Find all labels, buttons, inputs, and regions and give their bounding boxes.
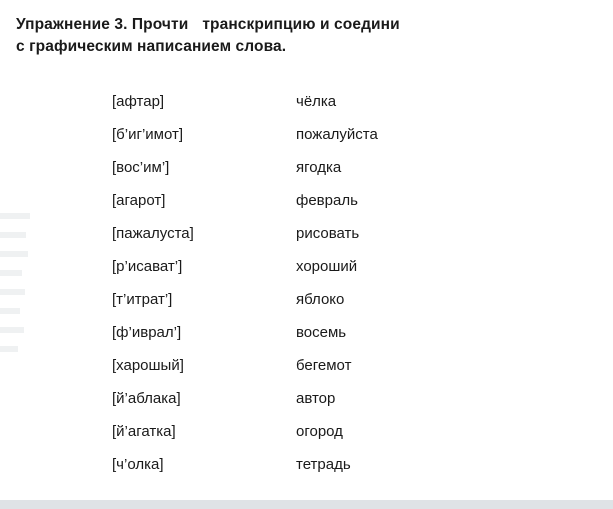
list-item[interactable]: [ч’олка] — [112, 455, 164, 473]
list-item[interactable]: [пажалуста] — [112, 224, 194, 242]
scan-artifact — [0, 346, 18, 352]
scan-artifact — [0, 270, 22, 276]
list-item[interactable]: [р’исават’] — [112, 257, 183, 275]
list-item[interactable]: огород — [296, 422, 343, 440]
matching-columns — [16, 85, 597, 481]
list-item[interactable]: [й’агатка] — [112, 422, 176, 440]
list-item[interactable]: пожалуйста — [296, 125, 378, 143]
scan-artifact — [0, 289, 25, 295]
list-item[interactable]: чёлка — [296, 92, 337, 110]
list-item[interactable]: тетрадь — [296, 455, 351, 473]
list-item[interactable]: [ф’иврал’] — [112, 323, 182, 341]
list-item[interactable]: бегемот — [296, 356, 352, 374]
list-item[interactable]: февраль — [296, 191, 358, 209]
list-item[interactable]: [харошый] — [112, 356, 184, 374]
list-item[interactable]: рисовать — [296, 224, 360, 242]
list-item[interactable]: [б’иг’имот] — [112, 125, 184, 143]
scan-artifact — [0, 251, 28, 257]
transcription-column — [16, 85, 296, 481]
scan-artifact — [0, 308, 20, 314]
instruction-line1-part2: транскрипцию и соедини — [202, 16, 400, 33]
list-item[interactable]: [т’итрат’] — [112, 290, 173, 308]
scan-artifact — [0, 232, 26, 238]
list-item[interactable]: [вос’им’] — [112, 158, 170, 176]
instruction-line1-part1: Упражнение 3. Прочти — [16, 16, 189, 33]
list-item[interactable]: [афтар] — [112, 92, 165, 110]
list-item[interactable]: ягодка — [296, 158, 342, 176]
list-item[interactable]: хороший — [296, 257, 358, 275]
word-column — [296, 85, 378, 481]
list-item[interactable]: [агарот] — [112, 191, 166, 209]
page-bottom-edge — [0, 500, 613, 509]
list-item[interactable]: [й’аблака] — [112, 389, 181, 407]
list-item[interactable]: восемь — [296, 323, 347, 341]
instruction-line2: с графическим написанием слова. — [16, 38, 287, 56]
exercise-instruction — [16, 14, 597, 59]
scan-artifact — [0, 213, 30, 219]
scan-artifact — [0, 327, 24, 333]
list-item[interactable]: автор — [296, 389, 336, 407]
list-item[interactable]: яблоко — [296, 290, 345, 308]
